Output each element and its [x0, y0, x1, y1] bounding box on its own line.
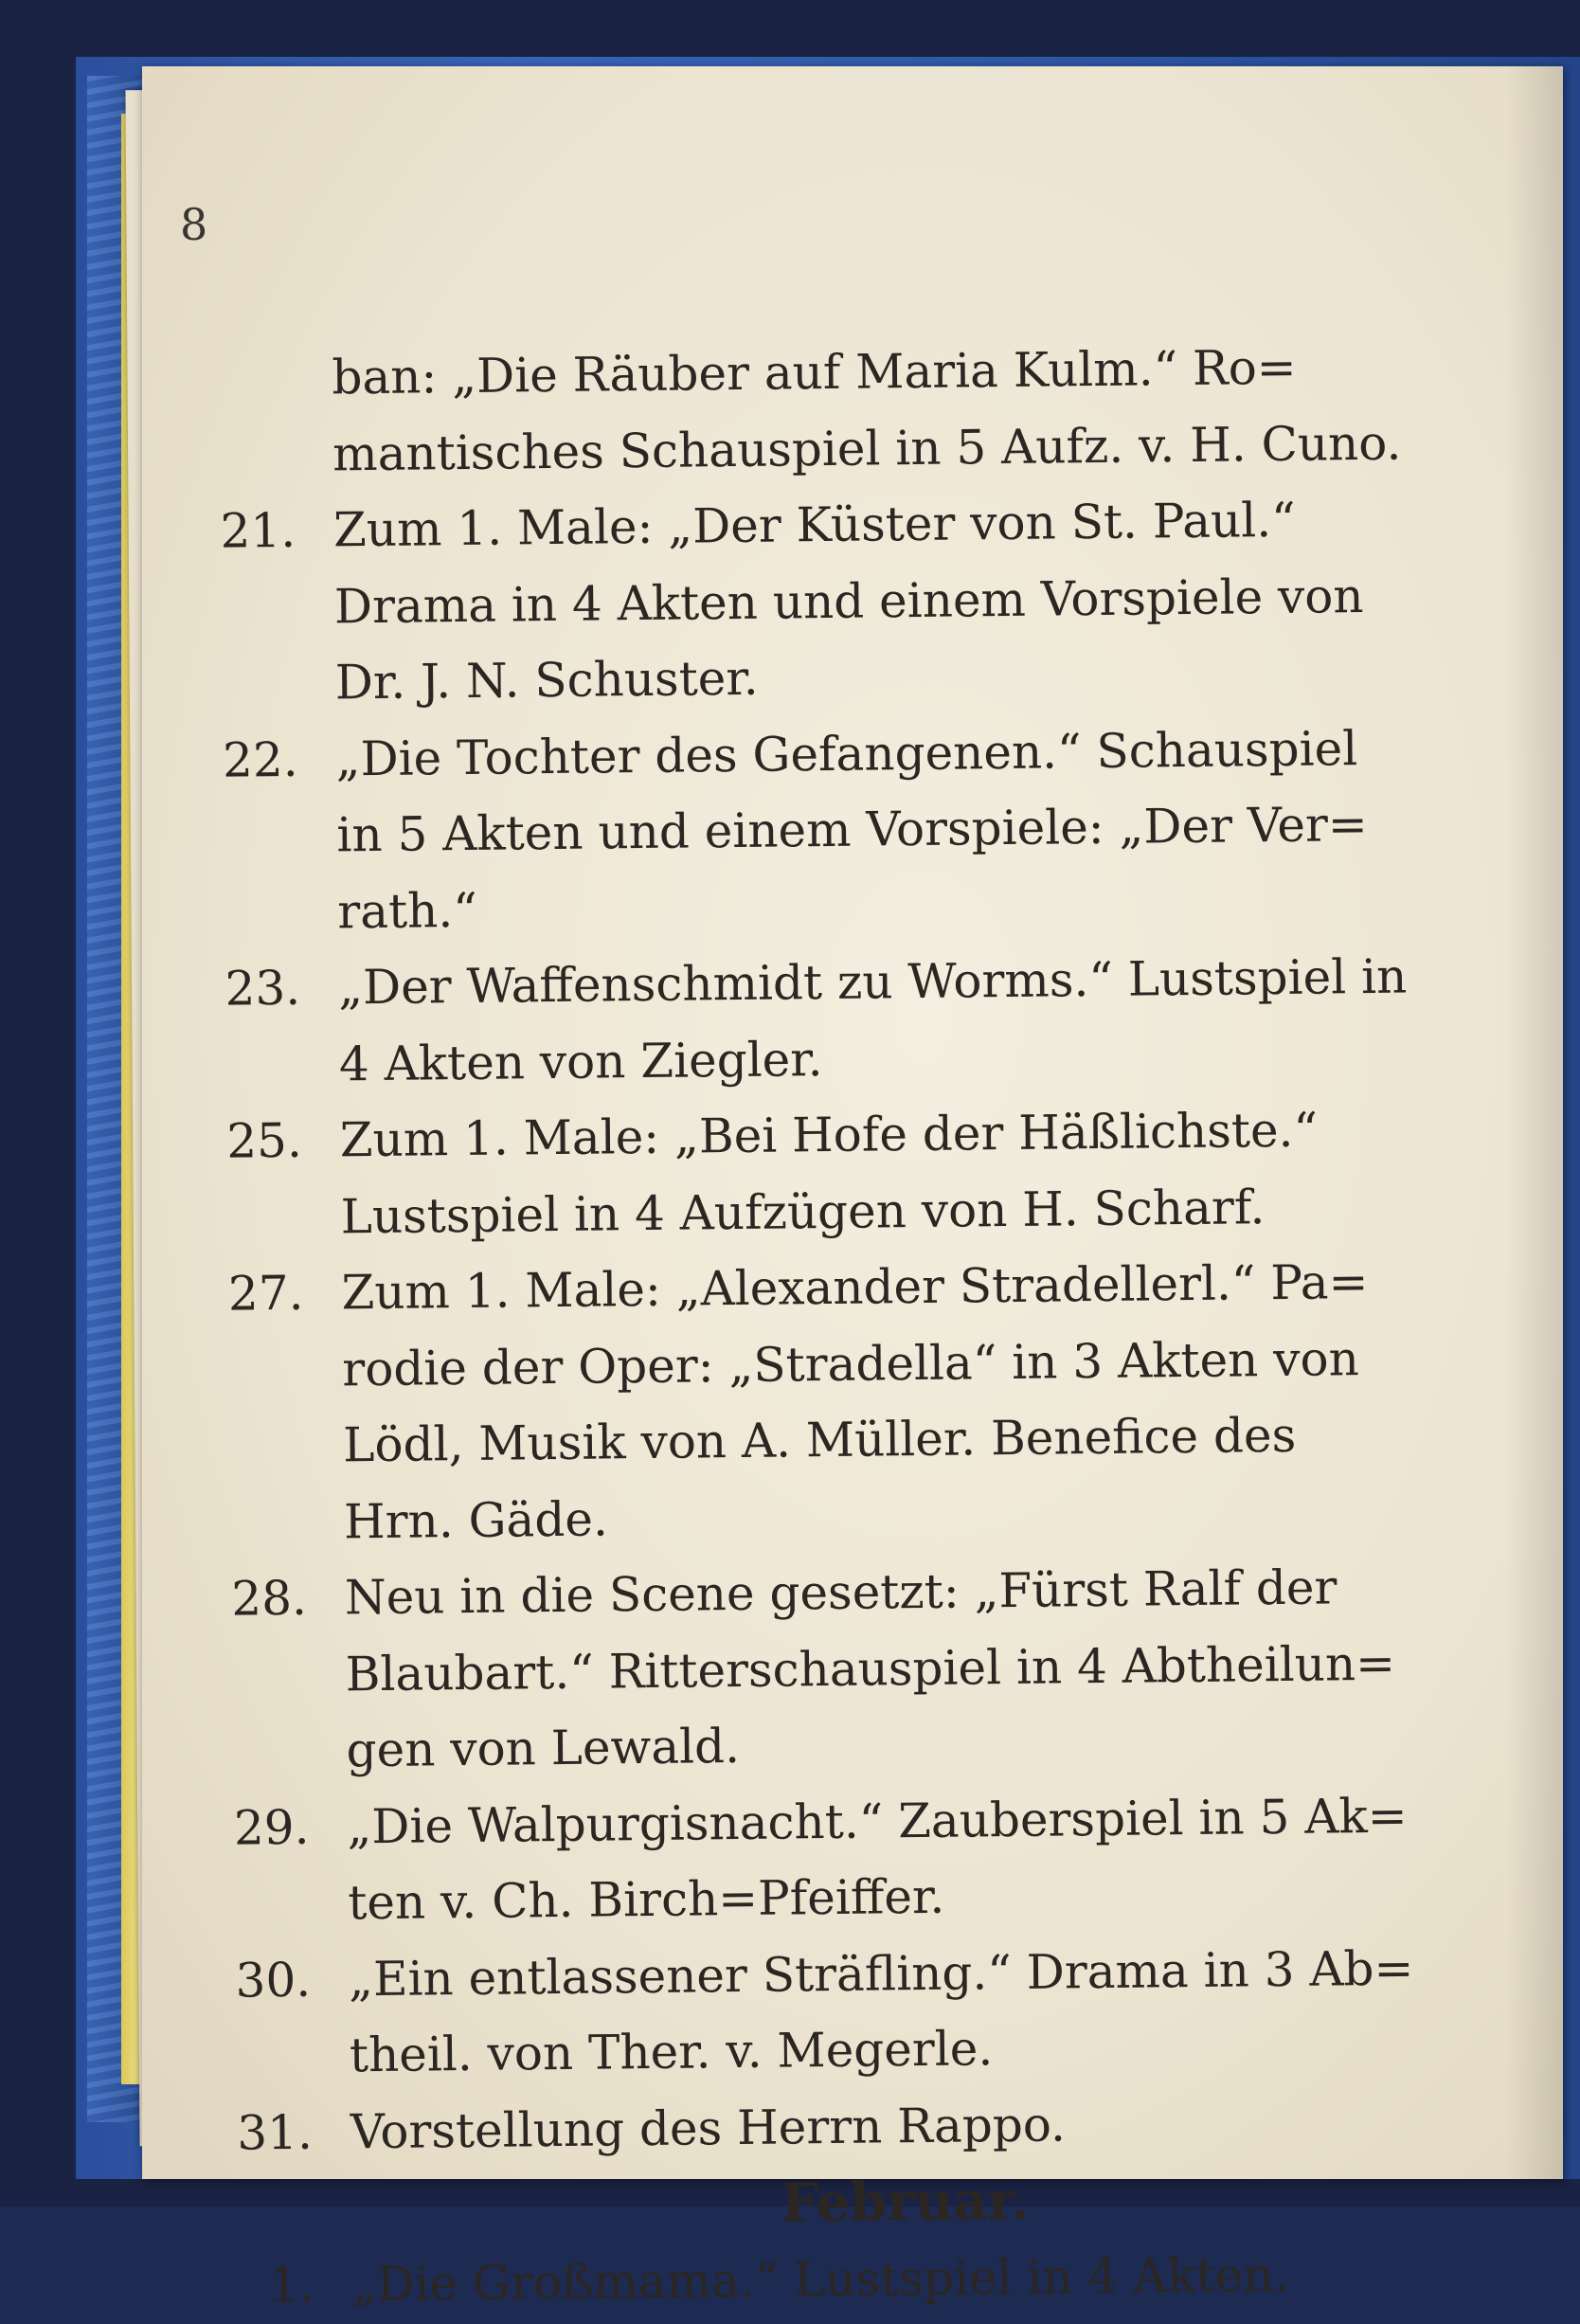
entry-text: 4 Akten von Ziegler. — [338, 1031, 823, 1091]
text-line — [201, 1396, 1452, 1485]
entry-date-number: 22. — [222, 731, 298, 788]
entry-date-number: 29. — [233, 1799, 310, 1856]
entry-text: ten v. Ch. Birch=Pfeiffer. — [347, 1868, 945, 1931]
text-line — [200, 1320, 1451, 1409]
text-line — [199, 1243, 1450, 1332]
text-line — [202, 1472, 1453, 1561]
entry-date-number: 25. — [226, 1112, 303, 1169]
entry-date-number: 1. — [268, 2257, 314, 2313]
entry-date-number — [189, 340, 294, 341]
entry-text: Vorstellung des Herrn Rappo. — [350, 2096, 1067, 2159]
entry-text: mantisches Schauspiel in 5 Aufz. v. H. Cuno. — [332, 415, 1402, 481]
page-shade — [1506, 66, 1563, 2179]
text-line — [206, 1930, 1458, 2019]
entry-list — [189, 328, 1459, 2171]
entry-date-number — [201, 1408, 305, 1409]
entry-text: „Der Waffenschmidt zu Worms.“ Lustspiel in — [337, 948, 1408, 1016]
entry-date-number — [202, 1484, 306, 1485]
entry-text: gen von Lewald. — [346, 1718, 741, 1778]
entry-text: Lustspiel in 4 Aufzügen von H. Scharf. — [340, 1179, 1266, 1244]
entry-date-number: 30. — [235, 1952, 312, 2009]
entry-text: „Die Tochter des Gefangenen.“ Schauspiel — [335, 720, 1358, 786]
entry-text: „Die Walpurgisnacht.“ Zauberspiel in 5 Ak= — [347, 1788, 1408, 1854]
entry-text: Hrn. Gäde. — [343, 1490, 609, 1549]
entry-date-number: 21. — [220, 502, 296, 559]
entry-text: Zum 1. Male: „Bei Hofe der Häßlichste.“ — [339, 1102, 1319, 1168]
text-line — [197, 1015, 1448, 1104]
text-line — [192, 557, 1444, 646]
entry-date-number — [192, 645, 296, 646]
text-line — [204, 1701, 1455, 1790]
entry-text: „Ein entlassener Sträfling.“ Drama in 3 Ab= — [348, 1940, 1414, 2007]
entry-text: „Die Großmama.“ Lustspiel in 4 Akten. — [351, 2246, 1289, 2312]
entry-text: Zum 1. Male: „Alexander Stradellerl.“ Pa= — [341, 1254, 1369, 1321]
entry-date-number — [190, 416, 295, 417]
text-line — [194, 785, 1445, 874]
entry-text: Dr. J. N. Schuster. — [334, 650, 759, 711]
entry-text: Zum 1. Male: „Der Küster von St. Paul.“ — [332, 492, 1296, 558]
text-line — [190, 405, 1442, 494]
entry-date-number: 23. — [224, 960, 301, 1017]
entry-date-number: 27. — [227, 1265, 304, 1322]
entry-date-number — [207, 2018, 312, 2019]
entry-text: rath.“ — [337, 882, 478, 939]
text-line — [198, 1167, 1449, 1256]
entry-list-february — [209, 2235, 1461, 2324]
entry-text: in 5 Akten und einem Vorspiele: „Der Ver= — [336, 797, 1369, 863]
entry-text: Lödl, Musik von A. Müller. Benefice des — [342, 1407, 1297, 1473]
text-line — [195, 862, 1446, 951]
text-line — [207, 2006, 1459, 2095]
entry-date-number — [200, 1331, 304, 1332]
text-line — [209, 2235, 1461, 2324]
entry-date-number — [198, 1179, 302, 1180]
text-line — [191, 480, 1443, 569]
entry-text: Neu in die Scene gesetzt: „Fürst Ralf der — [344, 1559, 1338, 1626]
entry-date-number: 31. — [236, 2104, 314, 2161]
entry-date-number — [192, 568, 296, 569]
entry-date-number — [203, 1636, 307, 1637]
text-line — [192, 633, 1444, 722]
text-line — [202, 1548, 1453, 1637]
text-line — [197, 1090, 1448, 1180]
text-line — [189, 328, 1441, 417]
page-text — [189, 328, 1461, 2324]
text-line — [196, 938, 1447, 1027]
entry-date-number — [206, 1865, 310, 1866]
entry-date-number — [194, 798, 298, 799]
page-number: 8 — [180, 199, 208, 250]
entry-date-number: 28. — [231, 1570, 308, 1627]
entry-text: theil. von Ther. v. Megerle. — [349, 2021, 994, 2083]
text-line — [193, 710, 1445, 799]
text-line — [205, 1777, 1456, 1866]
entry-text: ban: „Die Räuber auf Maria Kulm.“ Ro= — [332, 339, 1297, 405]
entry-date-number — [204, 1713, 308, 1714]
entry-text: Drama in 4 Akten und einem Vorspiele von — [333, 567, 1364, 634]
month-heading: Februar. — [781, 2169, 1030, 2235]
entry-text: rodie der Oper: „Stradella“ in 3 Akten von — [342, 1330, 1360, 1396]
text-line — [203, 1625, 1454, 1714]
entry-text: Blaubart.“ Ritterschauspiel in 4 Abtheilun= — [345, 1635, 1396, 1702]
entry-date-number — [197, 1026, 301, 1027]
text-line — [207, 2082, 1459, 2171]
text-line — [206, 1853, 1457, 1942]
